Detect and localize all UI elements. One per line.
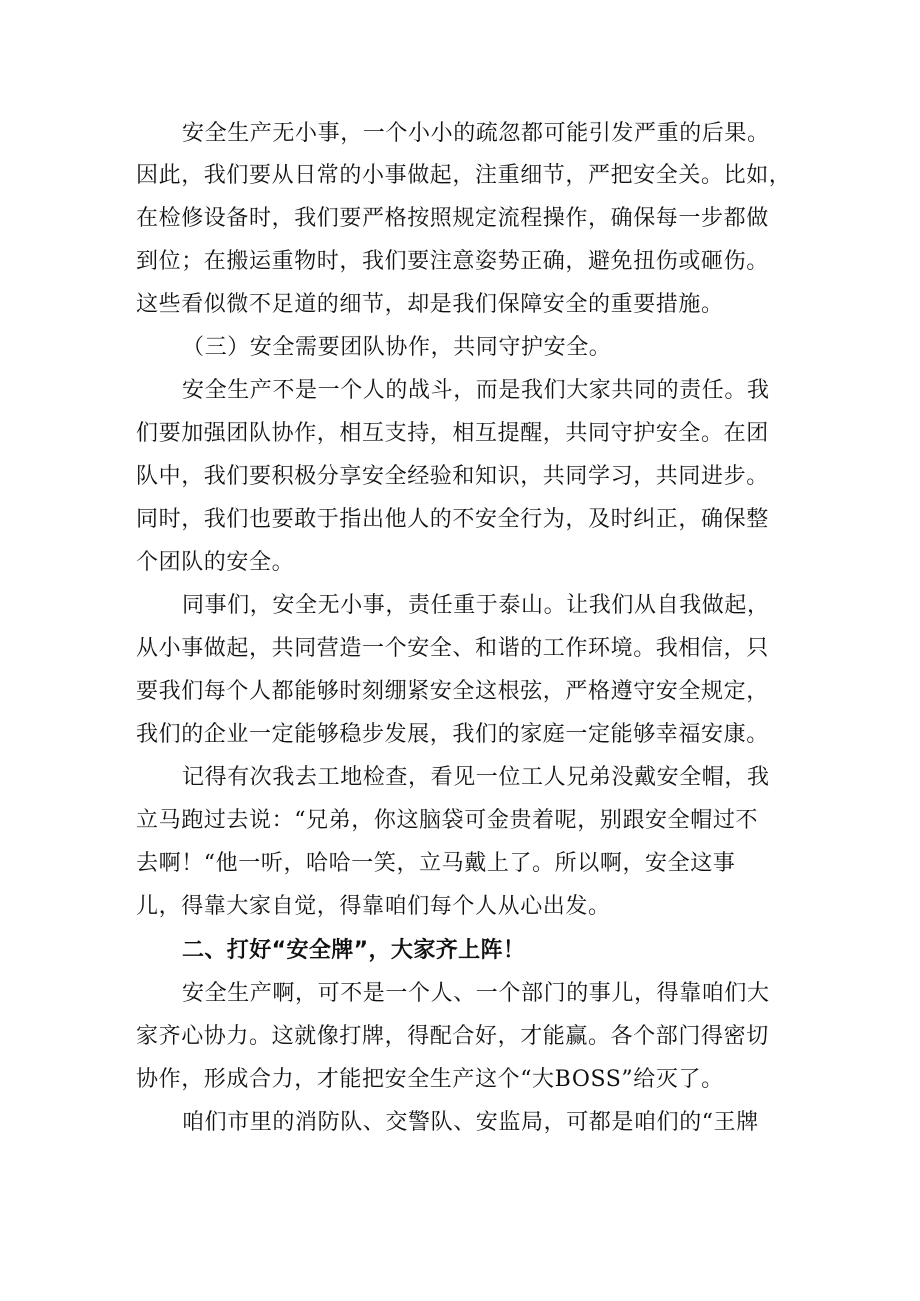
paragraph-line: 因此，我们要从日常的小事做起，注重细节，严把安全关。比如， [136,163,792,188]
paragraph-line: 们要加强团队协作，相互支持，相互提醒，共同守护安全。在团 [136,421,769,446]
section-heading: 二、打好“安全牌”，大家齐上阵！ [182,938,526,963]
paragraph-line: 同时，我们也要敢于指出他人的不安全行为，及时纠正，确保整 [136,507,769,532]
paragraph-line: 记得有次我去工地检查，看见一位工人兄弟没戴安全帽，我 [182,765,770,790]
paragraph-line: 安全生产啊，可不是一个人、一个部门的事儿，得靠咱们大 [182,981,770,1006]
paragraph-line: 安全生产不是一个人的战斗，而是我们大家共同的责任。我 [182,378,770,403]
paragraph-line: 在检修设备时，我们要严格按照规定流程操作，确保每一步都做 [136,206,769,231]
paragraph-line: 同事们，安全无小事，责任重于泰山。让我们从自我做起， [182,593,770,618]
paragraph-line: 队中，我们要积极分享安全经验和知识，共同学习，共同进步。 [136,464,769,489]
paragraph-line: 协作，形成合力，才能把安全生产这个“大BOSS”给灭了。 [136,1067,724,1092]
paragraph-line: 从小事做起，共同营造一个安全、和谐的工作环境。我相信，只 [136,636,769,661]
paragraph-line: 这些看似微不足道的细节，却是我们保障安全的重要措施。 [136,292,724,317]
section-subheading: （三）安全需要团队协作，共同守护安全。 [182,335,612,360]
paragraph-line: 立马跑过去说：“兄弟，你这脑袋可金贵着呢，别跟安全帽过不 [136,808,759,833]
paragraph-line: 我们的企业一定能够稳步发展，我们的家庭一定能够幸福安康。 [136,722,769,747]
paragraph-line: 家齐心协力。这就像打牌，得配合好，才能赢。各个部门得密切 [136,1024,769,1049]
paragraph-line: 儿，得靠大家自觉，得靠咱们每个人从心出发。 [136,894,611,919]
paragraph-line: 到位；在搬运重物时，我们要注意姿势正确，避免扭伤或砸伤。 [136,249,769,274]
paragraph-line: 个团队的安全。 [136,550,295,575]
paragraph-line: 要我们每个人都能够时刻绷紧安全这根弦，严格遵守安全规定， [136,679,769,704]
paragraph-line: 去啊！“他一听，哈哈一笑，立马戴上了。所以啊，安全这事 [136,851,736,876]
paragraph-line: 安全生产无小事，一个小小的疏忽都可能引发严重的后果。 [182,121,770,146]
paragraph-line: 咱们市里的消防队、交警队、安监局，可都是咱们的“王牌 [182,1110,759,1135]
